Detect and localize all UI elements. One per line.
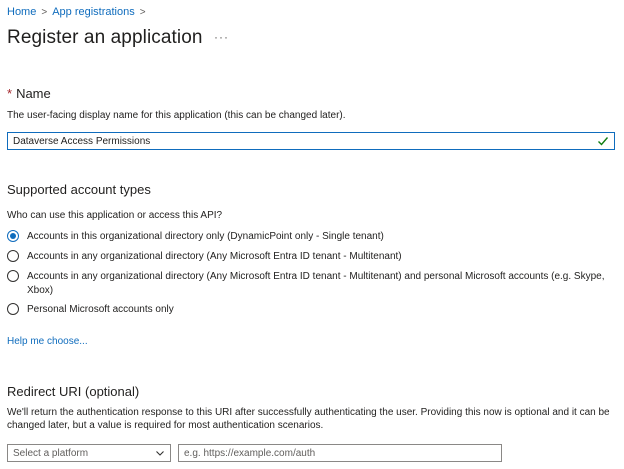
redirect-uri-title: Redirect URI (optional)	[7, 384, 140, 399]
more-options-icon[interactable]: ···	[214, 30, 229, 44]
account-type-option-label: Accounts in any organizational directory (Any Microsoft Entra ID tenant - Multitenant)	[27, 251, 402, 262]
account-type-option-label: Accounts in this organizational directory only (DynamicPoint only - Single tenant)	[27, 231, 384, 242]
required-marker: *	[7, 86, 13, 101]
radio-button-selected[interactable]	[7, 230, 19, 242]
redirect-uri-input[interactable]	[178, 444, 502, 462]
radio-button[interactable]	[7, 303, 19, 315]
account-type-option-label: Personal Microsoft accounts only	[27, 304, 174, 315]
name-section-title	[7, 86, 51, 101]
breadcrumb	[7, 6, 146, 18]
name-input-value[interactable]: Dataverse Access Permissions	[13, 135, 151, 147]
help-me-choose-link[interactable]: Help me choose...	[7, 336, 88, 347]
checkmark-icon	[596, 134, 610, 148]
account-type-option-label: Accounts in any organizational directory (Any Microsoft Entra ID tenant - Multitenant) and personal Microsoft accounts (e.g. Skype, Xbox)	[27, 271, 605, 296]
radio-button[interactable]	[7, 270, 19, 282]
platform-select[interactable]	[7, 444, 171, 462]
breadcrumb-home-link[interactable]: Home	[7, 6, 37, 18]
account-type-option-multitenant-personal[interactable]	[7, 270, 607, 298]
account-types-question: Who can use this application or access this API?	[7, 210, 223, 221]
name-input[interactable]	[7, 132, 615, 150]
radio-button[interactable]	[7, 250, 19, 262]
account-type-option-personal-only[interactable]	[7, 303, 607, 317]
name-label: Name	[16, 86, 51, 101]
name-help-text: The user-facing display name for this application (this can be changed later).	[7, 110, 346, 121]
account-types-title: Supported account types	[7, 182, 151, 197]
platform-select-placeholder: Select a platform	[13, 447, 89, 459]
breadcrumb-separator: >	[139, 6, 146, 18]
redirect-uri-help-text: We'll return the authentication response to this URI after successfully authenticating the user. Providing this now is optional and it can be changed later, but a value is required for most authentication scenarios.	[7, 407, 610, 431]
account-type-option-single-tenant[interactable]	[7, 230, 607, 244]
page-title: Register an application	[7, 27, 203, 48]
breadcrumb-separator: >	[41, 6, 48, 18]
chevron-down-icon	[155, 448, 165, 458]
account-type-option-multitenant[interactable]	[7, 250, 607, 264]
breadcrumb-app-registrations-link[interactable]: App registrations	[52, 6, 135, 18]
